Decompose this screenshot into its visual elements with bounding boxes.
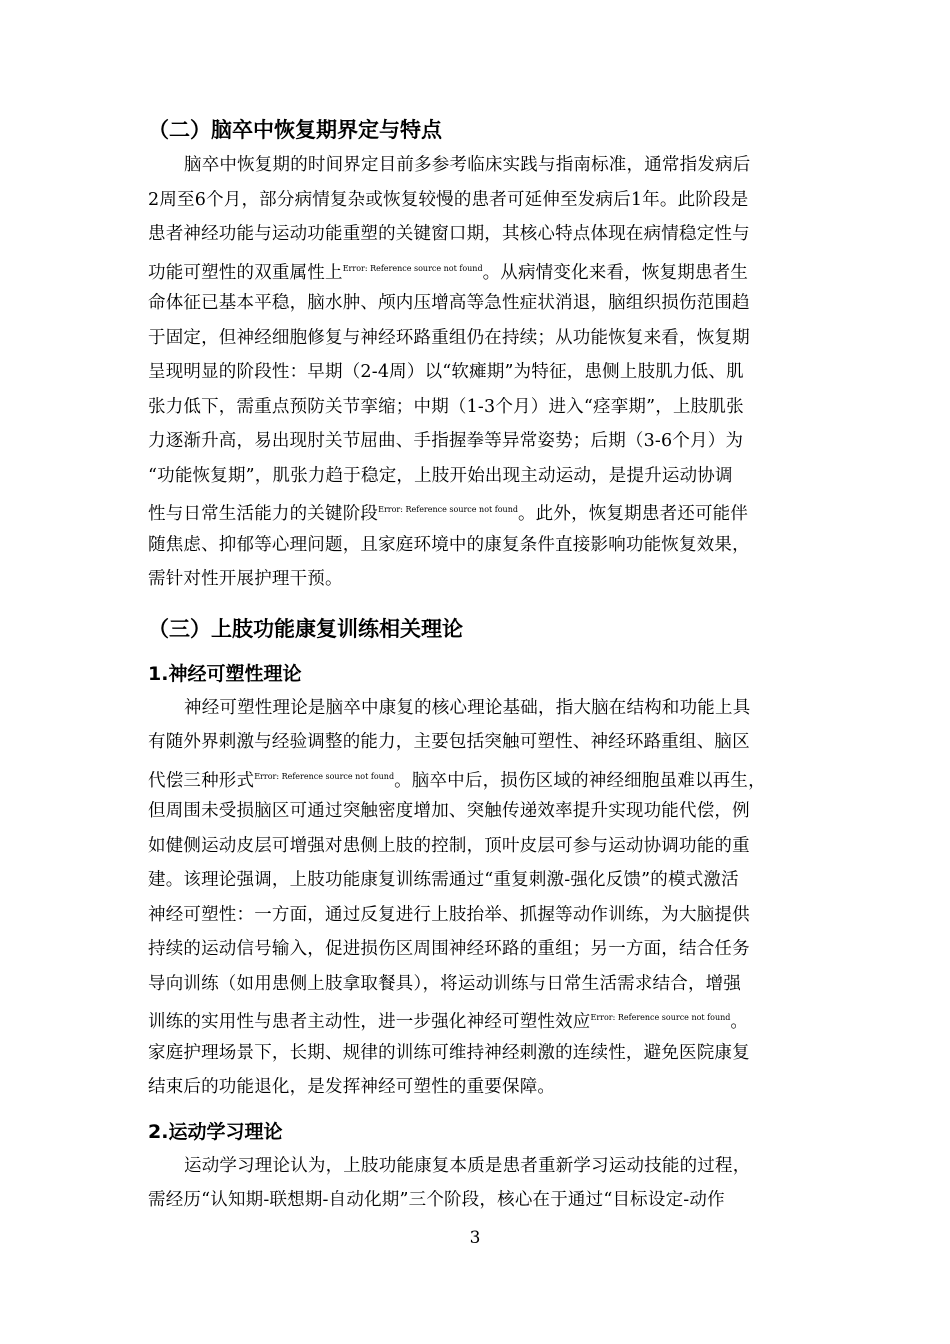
- text-line: 有随外界刺激与经验调整的能力，主要包括突触可塑性、神经环路重组、脑区: [148, 732, 750, 752]
- paragraph-recovery-period: [148, 148, 806, 597]
- subsection-heading-neuroplasticity: 1.神经可塑性理论: [148, 662, 302, 685]
- text-segment: 训练的实用性与患者主动性，进一步强化神经可塑性效应: [148, 1012, 591, 1032]
- text-line: 需经历“认知期-联想期-自动化期”三个阶段，核心在于通过“目标设定-动作: [148, 1190, 725, 1210]
- section-heading-theories: （三）上肢功能康复训练相关理论: [148, 616, 463, 641]
- text-line: 家庭护理场景下，长期、规律的训练可维持神经刺激的连续性，避免医院康复: [148, 1042, 750, 1063]
- text-segment: 代偿三种形式: [148, 770, 255, 791]
- text-line: 持续的运动信号输入，促进损伤区周围神经环路的重组；另一方面，结合任务: [148, 939, 750, 959]
- page-content: [148, 112, 806, 1218]
- text-line: 运动学习理论认为，上肢功能康复本质是患者重新学习运动技能的过程，: [184, 1155, 751, 1176]
- paragraph-neuroplasticity: [148, 691, 806, 1105]
- reference-error: Error: Reference source not found: [378, 505, 518, 514]
- text-line: 患者神经功能与运动功能重塑的关键窗口期，其核心特点体现在病情稳定性与: [148, 224, 750, 244]
- subsection-heading-motor-learning: 2.运动学习理论: [148, 1120, 283, 1143]
- text-line: 脑卒中恢复期的时间界定目前多参考临床实践与指南标准，通常指发病后: [184, 155, 751, 175]
- text-segment: 功能可塑性的双重属性上: [148, 262, 343, 283]
- text-line: [148, 252, 806, 287]
- text-line: 张力低下，需重点预防关节挛缩；中期（1-3个月）进入“痉挛期”，上肢肌张: [148, 396, 744, 417]
- section-heading-recovery-period: （二）脑卒中恢复期界定与特点: [148, 118, 442, 142]
- reference-error: Error: Reference source not found: [590, 1013, 731, 1022]
- text-segment: 。: [730, 1012, 749, 1032]
- text-line: 力逐渐升高，易出现肘关节屈曲、手指握拳等异常姿势；后期（3-6个月）为: [148, 431, 744, 451]
- reference-error: Error: Reference source not found: [342, 263, 483, 273]
- text-line: 需针对性开展护理干预。: [148, 569, 343, 589]
- text-line: 结束后的功能退化，是发挥神经可塑性的重要保障。: [148, 1077, 556, 1097]
- spacer: [148, 1105, 806, 1115]
- text-line: 随焦虑、抑郁等心理问题，且家庭环境中的康复条件直接影响功能恢复效果，: [148, 534, 750, 555]
- text-line: 建。该理论强调，上肢功能康复训练需通过“重复刺激-强化反馈”的模式激活: [148, 870, 739, 890]
- text-segment: 。此外，恢复期患者还可能伴: [517, 504, 749, 524]
- paragraph-motor-learning: [148, 1149, 806, 1218]
- text-segment: 。从病情变化来看，恢复期患者生: [482, 262, 749, 283]
- spacer: [148, 597, 806, 611]
- text-line: “功能恢复期”，肌张力趋于稳定，上肢开始出现主动运动，是提升运动协调: [148, 465, 733, 486]
- text-line: 如健侧运动皮层可增强对患侧上肢的控制，顶叶皮层可参与运动协调功能的重: [148, 835, 750, 856]
- text-line: 2周至6个月，部分病情复杂或恢复较慢的患者可延伸至发病后1年。此阶段是: [148, 189, 749, 210]
- text-line: [148, 760, 806, 795]
- text-segment: 性与日常生活能力的关键阶段: [148, 504, 379, 524]
- text-line: 呈现明显的阶段性：早期（2-4周）以“软瘫期”为特征，患侧上肢肌力低、肌: [148, 362, 744, 382]
- text-line: 神经可塑性：一方面，通过反复进行上肢抬举、抓握等动作训练，为大脑提供: [148, 904, 750, 925]
- text-line: [148, 493, 806, 528]
- text-line: [148, 1001, 806, 1036]
- text-line: 神经可塑性理论是脑卒中康复的核心理论基础，指大脑在结构和功能上具: [184, 697, 751, 718]
- page-number: 3: [469, 1228, 481, 1248]
- spacer: [148, 647, 806, 657]
- text-line: 命体征已基本平稳，脑水肿、颅内压增高等急性症状消退，脑组织损伤范围趋: [148, 293, 750, 313]
- text-line: 但周围未受损脑区可通过突触密度增加、突触传递效率提升实现功能代偿，例: [148, 801, 750, 821]
- reference-error: Error: Reference source not found: [254, 771, 395, 781]
- text-line: 于固定，但神经细胞修复与神经环路重组仍在持续；从功能恢复来看，恢复期: [148, 327, 750, 348]
- text-segment: 。脑卒中后，损伤区域的神经细胞虽难以再生，: [394, 770, 766, 791]
- text-line: 导向训练（如用患侧上肢拿取餐具），将运动训练与日常生活需求结合，增强: [148, 973, 742, 994]
